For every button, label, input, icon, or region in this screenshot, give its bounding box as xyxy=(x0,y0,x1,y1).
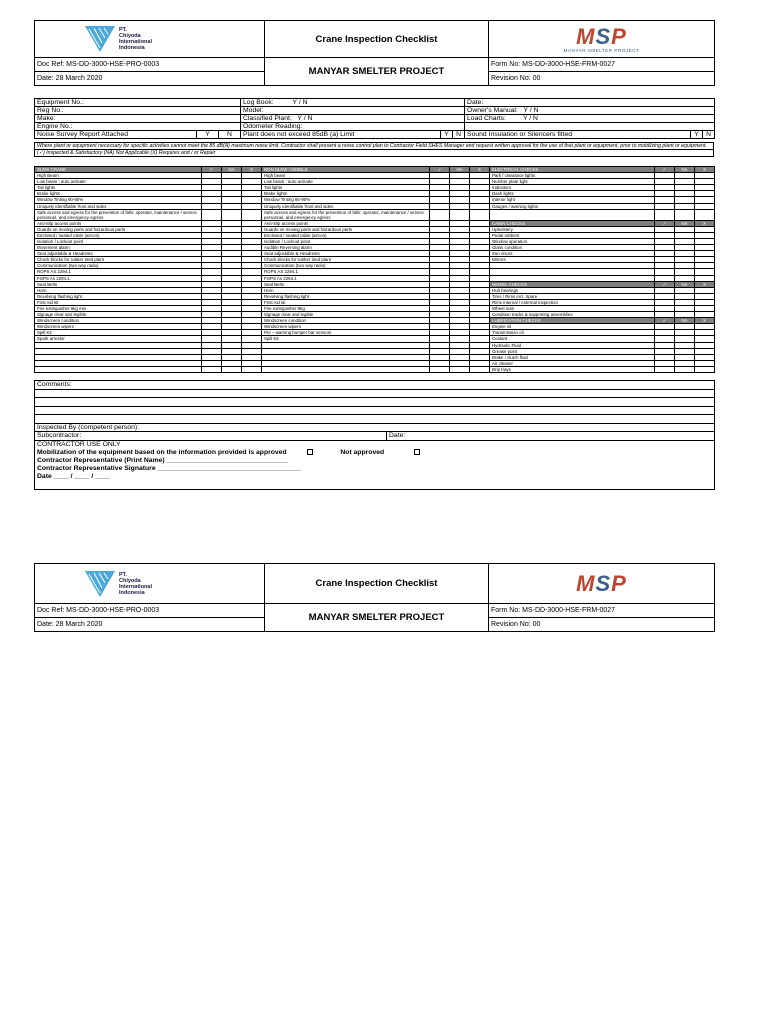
comments-line[interactable] xyxy=(35,415,715,424)
header-date: Date: 28 March 2020 xyxy=(35,72,265,86)
non-slew-item: Audible Reversing alarm xyxy=(262,245,430,251)
section-header: WHEEL CHECKS xyxy=(490,281,655,287)
na-column-header: NA xyxy=(675,220,695,226)
noise-note: Where plant or equipment necessary for specific activities cannot meet the 85 dB(A) maximum noise limit. Contractor shall present a noise control plan to Contractor Field SHES Manager and request written approval for the use of that plant or equipment, prior to mobilizing plant or equipment. xyxy=(35,143,714,150)
sound-insulation-yes[interactable]: Y xyxy=(691,131,703,139)
non-slew-item: Brake lights xyxy=(262,191,430,197)
comments-line[interactable] xyxy=(35,406,715,415)
header-date: Date: 28 March 2020 xyxy=(35,618,265,632)
slew-crane-item: Seat Belts xyxy=(35,281,202,287)
checklist-mark-cell[interactable] xyxy=(695,209,715,220)
model-field[interactable]: Model: xyxy=(241,107,465,115)
check-column-header: ✓ xyxy=(655,318,675,324)
footer-date-field[interactable]: Date: xyxy=(387,432,715,441)
empty-info-cell xyxy=(465,123,715,131)
checklist-mark-cell[interactable] xyxy=(675,366,695,372)
msp-logo-m: M xyxy=(576,23,596,49)
form-title: Crane Inspection Checklist xyxy=(265,564,489,604)
msp-logo-s: S xyxy=(595,570,612,596)
msp-logo-m: M xyxy=(576,570,596,596)
rep-name-field[interactable]: Contractor Representative (Print Name) ________________________________ xyxy=(37,456,288,464)
vehicle-check-item: Glass condition xyxy=(490,245,655,251)
non-slew-item: First Aid kit xyxy=(262,299,430,305)
non-slew-item: Tail lights xyxy=(262,185,430,191)
msp-logo xyxy=(489,564,715,604)
vehicle-check-item: Number plate light xyxy=(490,179,655,185)
slew-crane-item: Guards on moving parts and hazardous parts xyxy=(35,226,202,232)
vehicle-check-item: Pedal rubbers xyxy=(490,232,655,238)
vehicle-check-item: Hydraulic Fluid xyxy=(490,342,655,348)
checklist-mark-cell[interactable] xyxy=(430,209,450,220)
msp-logo-subtitle: MANYAR SMELTER PROJECT xyxy=(563,47,640,53)
sound-insulation-label: Sound Insulation or Silencers fitted xyxy=(465,131,691,139)
checklist-mark-cell[interactable] xyxy=(242,366,262,372)
header-table-repeat xyxy=(34,563,715,632)
vehicle-check-item: Tires / Rims incl. Spare xyxy=(490,293,655,299)
vehicle-check-item: Air cleaner xyxy=(490,360,655,366)
slew-crane-item: Horn xyxy=(35,287,202,293)
logo-text-chiyoda: Chiyoda xyxy=(119,33,141,39)
check-column-header: ✓ xyxy=(655,167,675,173)
doc-ref: Doc Ref: MS-DD-3000-HSE-PRO-0003 xyxy=(35,58,265,72)
vehicle-check-item: Gauges / warning lights xyxy=(490,203,655,209)
non-slew-item: Guards on moving parts and hazardous parts xyxy=(262,226,430,232)
date-field[interactable]: Date: xyxy=(465,99,715,107)
slew-crane-item: Revolving flashing light xyxy=(35,293,202,299)
vehicle-check-item: Wheel nuts xyxy=(490,305,655,311)
na-column-header: NA xyxy=(675,318,695,324)
slew-crane-header: SLEW CRANE xyxy=(35,167,202,173)
load-charts-field[interactable] xyxy=(465,115,715,123)
comments-label: Comments: xyxy=(35,381,715,390)
vehicle-check-item: Coolant xyxy=(490,336,655,342)
vehicle-check-item: Park / clearance lights xyxy=(490,173,655,179)
logo-text-indonesia: Indonesia xyxy=(119,589,145,596)
vehicle-check-item: Dash lights xyxy=(490,191,655,197)
msp-logo-s: S xyxy=(595,23,612,49)
owners-manual-field[interactable] xyxy=(465,107,715,115)
vehicle-check-item: Hub bearings xyxy=(490,287,655,293)
slew-crane-item: Communication (two way radio) xyxy=(35,263,202,269)
section-header: LUBRICATION CHECKS xyxy=(490,318,655,324)
check-column-header: ✓ xyxy=(202,167,222,173)
x-column-header: X xyxy=(242,167,262,173)
slew-crane-item: Enclosed / sealed cabin (aircon) xyxy=(35,232,202,238)
vehicle-check-item: Engine oil xyxy=(490,324,655,330)
slew-crane-item: Windscreen condition xyxy=(35,318,202,324)
slew-crane-item: Seat adjustable & Headrests xyxy=(35,251,202,257)
contractor-use-title: CONTRACTOR USE ONLY xyxy=(37,440,121,448)
vehicle-check-item: Upholstery xyxy=(490,226,655,232)
noise-survey-label: Noise Survey Report Attached xyxy=(35,131,197,139)
logo-text-international: International xyxy=(119,39,153,45)
checklist-mark-cell[interactable] xyxy=(655,209,675,220)
vehicle-check-item: Rims internal / external inspection xyxy=(490,299,655,305)
non-slew-item: Windscreen condition xyxy=(262,318,430,324)
vehicle-check-item: Drip trays xyxy=(490,366,655,372)
non-slew-mobile-header: NON SLEW / MOBILE xyxy=(262,167,430,173)
checklist-table xyxy=(34,166,715,373)
load-charts-yn: Y / N xyxy=(522,115,538,122)
equipment-no-field[interactable]: Equipment No.: xyxy=(35,99,241,107)
non-slew-item: FOPS As 2294.1 xyxy=(262,275,430,281)
logo-text-pt: PT. xyxy=(119,571,127,578)
checklist-mark-cell[interactable] xyxy=(222,366,242,372)
non-slew-item: Window Tinting 80-90% xyxy=(262,197,430,203)
chiyoda-triangle-icon xyxy=(85,571,115,597)
check-column-header: ✓ xyxy=(430,167,450,173)
checklist-mark-cell[interactable] xyxy=(242,209,262,220)
reg-no-field[interactable]: Reg No.: xyxy=(35,107,241,115)
noise-survey-no[interactable]: N xyxy=(219,131,241,139)
slew-crane-item: Brake lights xyxy=(35,191,202,197)
x-column-header: X xyxy=(470,167,490,173)
slew-crane-item: First Aid kit xyxy=(35,299,202,305)
non-slew-item: Revolving flashing light xyxy=(262,293,430,299)
x-column-header: X xyxy=(695,167,715,173)
non-slew-item: Spill Kit xyxy=(262,336,430,342)
slew-crane-item: Signage clear and legible xyxy=(35,312,202,318)
inspected-by-field[interactable]: Inspected By (competent person): xyxy=(35,423,715,432)
slew-crane-item: Window Tinting 80-90% xyxy=(35,197,202,203)
vehicle-check-item: Grease point xyxy=(490,348,655,354)
log-book-field[interactable] xyxy=(241,99,465,107)
classified-plant-yn: Y / N xyxy=(297,115,313,122)
non-slew-item: Horn xyxy=(262,287,430,293)
classified-plant-label: Classified Plant: xyxy=(243,115,292,122)
x-column-header: X xyxy=(695,281,715,287)
chiyoda-triangle-icon xyxy=(85,26,115,52)
slew-crane-item: Tail lights xyxy=(35,185,202,191)
slew-crane-item: Spark arrestor xyxy=(35,336,202,342)
non-slew-item: Communication (two way radio) xyxy=(262,263,430,269)
contractor-use-block xyxy=(35,440,715,489)
checklist-mark-cell[interactable] xyxy=(470,366,490,372)
non-slew-item: Isolation / Lockout point xyxy=(262,238,430,244)
checklist-mark-cell[interactable] xyxy=(430,366,450,372)
slew-crane-item: Uniquely identifiable front and sides xyxy=(35,203,202,209)
checklist-mark-cell[interactable] xyxy=(470,209,490,220)
x-column-header: X xyxy=(695,220,715,226)
footer-table xyxy=(34,380,715,490)
log-book-label: Log Book: xyxy=(243,99,274,106)
non-slew-item: Fire extinguisher 9kg xyxy=(262,305,430,311)
not-approved-checkbox[interactable] xyxy=(414,449,420,455)
revision-number: Revision No: 00 xyxy=(489,618,715,632)
non-slew-item: Seat adjustable & Headrests xyxy=(262,251,430,257)
slew-crane-item: Isolation / Lockout point xyxy=(35,238,202,244)
non-slew-item: Anti-Slip access points xyxy=(262,220,430,226)
na-column-header: NA xyxy=(222,167,242,173)
slew-crane-item: Movement alarm xyxy=(35,245,202,251)
subcontractor-field[interactable]: Subcontractor: xyxy=(35,432,387,441)
slew-crane-item: Fire extinguisher 9kg min xyxy=(35,305,202,311)
form-title: Crane Inspection Checklist xyxy=(265,21,489,58)
checklist-mark-cell[interactable] xyxy=(450,366,470,372)
non-slew-item: Chock blocks for rubber tired plant xyxy=(262,257,430,263)
non-slew-item: Signage clear and legible xyxy=(262,312,430,318)
na-column-header: NA xyxy=(450,167,470,173)
engine-no-field[interactable]: Engine No.: xyxy=(35,123,241,131)
slew-crane-item: Chock blocks for rubber tired plant xyxy=(35,257,202,263)
logo-text-indonesia: Indonesia xyxy=(119,45,145,51)
na-column-header: NA xyxy=(675,281,695,287)
vehicle-check-item: Mirrors xyxy=(490,257,655,263)
x-column-header: X xyxy=(695,318,715,324)
logo-text-chiyoda: Chiyoda xyxy=(119,577,141,584)
slew-crane-item: Safe access and egress for the prevention of falls: operator, maintenance / service personnel, and emergency egress xyxy=(35,209,202,220)
not-approved-label: Not approved xyxy=(340,448,385,456)
mobilization-approved-label: Mobilization of the equipment based on the information provided is approved xyxy=(37,448,287,456)
section-header: CABIN CHECKS xyxy=(490,220,655,226)
form-number: Form No: MS-DD-3000-HSE-FRM-0027 xyxy=(489,58,715,72)
load-charts-label: Load Charts: xyxy=(467,115,506,122)
vehicle-check-item: Condition tracks & supporting assemblies xyxy=(490,312,655,318)
checklist-mark-cell[interactable] xyxy=(222,209,242,220)
chiyoda-logo xyxy=(35,564,265,604)
rep-signature-field[interactable]: Contractor Representative Signature ______________________________________ xyxy=(37,464,302,472)
vehicle-check-item: Sun visors xyxy=(490,251,655,257)
non-slew-item xyxy=(262,366,430,372)
noise-note-table xyxy=(34,142,714,157)
doc-ref: Doc Ref: MS-DD-3000-HSE-PRO-0003 xyxy=(35,604,265,618)
msp-logo xyxy=(489,21,715,58)
vehicle-check-item: Indicators xyxy=(490,185,655,191)
slew-crane-item: FOPS As 2294.1 xyxy=(35,275,202,281)
vehicle-check-item: Interior light xyxy=(490,197,655,203)
legend-note: (✓) Inspected & Satisfactory (NA) Not Applicable (X) Requires and / or Repair xyxy=(35,150,714,157)
non-slew-item: Uniquely identifiable front and sides xyxy=(262,203,430,209)
chiyoda-logo xyxy=(35,21,265,58)
sound-insulation-no[interactable]: N xyxy=(703,131,715,139)
revision-number: Revision No: 00 xyxy=(489,72,715,86)
non-slew-item: Safe access and egress for the prevention of falls: operator, maintenance / service personnel, and emergency egress xyxy=(262,209,430,220)
vehicle-check-item: Brake / clutch fluid xyxy=(490,354,655,360)
plant-noise-no[interactable]: N xyxy=(453,131,465,139)
msp-logo-p: P xyxy=(611,23,627,49)
plant-noise-yes[interactable]: Y xyxy=(441,131,453,139)
owners-manual-yn: Y / N xyxy=(523,107,539,114)
non-slew-item: Pre – warning bumper bar sensors xyxy=(262,330,430,336)
approved-checkbox[interactable] xyxy=(307,449,313,455)
checklist-mark-cell[interactable] xyxy=(675,209,695,220)
equipment-info-table xyxy=(34,98,715,139)
non-slew-item: ROPS AS 2294.1 xyxy=(262,269,430,275)
msp-logo-p: P xyxy=(611,570,627,596)
non-slew-item: Low beam : auto activate xyxy=(262,179,430,185)
checklist-mark-cell[interactable] xyxy=(202,209,222,220)
log-book-yn: Y / N xyxy=(292,99,308,106)
electrical-checks-header: ELECTRICAL CHECKS xyxy=(490,167,655,173)
non-slew-item: Windscreen wipers xyxy=(262,324,430,330)
check-column-header: ✓ xyxy=(655,220,675,226)
form-number: Form No: MS-DD-3000-HSE-FRM-0027 xyxy=(489,604,715,618)
owners-manual-label: Owner's Manual: xyxy=(467,107,518,114)
logo-text-pt: PT. xyxy=(119,27,127,33)
non-slew-item: Seat Belts xyxy=(262,281,430,287)
slew-crane-item: High Beam xyxy=(35,173,202,179)
slew-crane-item: ROPS AS 2294.1 xyxy=(35,269,202,275)
vehicle-check-item: Transmission oil xyxy=(490,330,655,336)
logo-text-international: International xyxy=(119,583,153,590)
checklist-mark-cell[interactable] xyxy=(202,366,222,372)
make-field[interactable]: Make: xyxy=(35,115,241,123)
odometer-field[interactable]: Odometer Reading: xyxy=(241,123,465,131)
slew-crane-item: Low beam : auto activate xyxy=(35,179,202,185)
checklist-mark-cell[interactable] xyxy=(655,366,675,372)
check-column-header: ✓ xyxy=(655,281,675,287)
na-column-header: NA xyxy=(675,167,695,173)
slew-crane-item xyxy=(35,366,202,372)
slew-crane-item: Anti-Slip access points xyxy=(35,220,202,226)
classified-plant-field[interactable] xyxy=(241,115,465,123)
noise-survey-yes[interactable]: Y xyxy=(197,131,219,139)
comments-line[interactable] xyxy=(35,398,715,407)
vehicle-check-item: Window operation xyxy=(490,238,655,244)
project-name: MANYAR SMELTER PROJECT xyxy=(265,604,489,632)
vehicle-check-item xyxy=(490,209,655,220)
slew-crane-item: Spill Kit xyxy=(35,330,202,336)
comments-line[interactable] xyxy=(35,389,715,398)
plant-noise-label: Plant does not exceed 85dB (a) Limit xyxy=(241,131,441,139)
slew-crane-item: Windscreen wipers xyxy=(35,324,202,330)
header-table xyxy=(34,20,715,86)
checklist-mark-cell[interactable] xyxy=(695,366,715,372)
non-slew-item: High beam xyxy=(262,173,430,179)
non-slew-item: Enclosed / sealed cabin (aircon) xyxy=(262,232,430,238)
checklist-mark-cell[interactable] xyxy=(450,209,470,220)
project-name: MANYAR SMELTER PROJECT xyxy=(265,58,489,86)
rep-date-field[interactable]: Date ____ / ____ / ____ xyxy=(37,472,111,480)
